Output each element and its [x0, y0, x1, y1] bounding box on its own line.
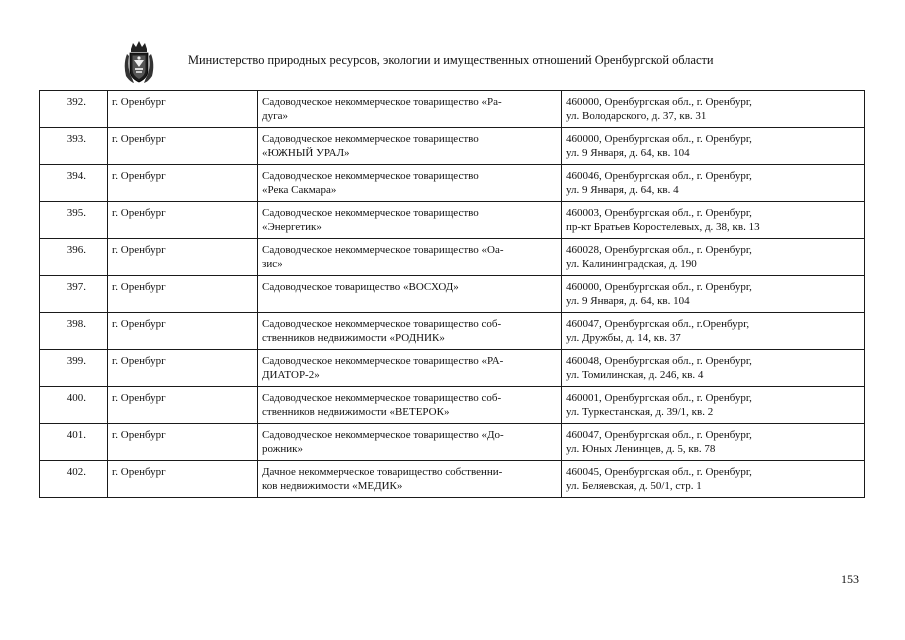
row-number-cell	[40, 387, 108, 424]
organizations-table	[39, 90, 865, 498]
organization-name-cell-line: «ЮЖНЫЙ УРАЛ»	[262, 147, 350, 159]
row-number-cell-line: 402.	[66, 466, 86, 478]
organization-name-cell-line: ственников недвижимости «РОДНИК»	[262, 332, 445, 344]
table-row	[40, 461, 865, 498]
organization-name-cell-line: Садоводческое некоммерческое товарищество «Оа-	[262, 244, 504, 256]
organization-name-cell-line: дуга»	[262, 110, 288, 122]
city-cell-line: г. Оренбург	[112, 355, 166, 367]
row-number-cell	[40, 461, 108, 498]
city-cell	[108, 461, 258, 498]
table-row	[40, 387, 865, 424]
address-cell	[562, 461, 865, 498]
address-cell-line: ул. Туркестанская, д. 39/1, кв. 2	[566, 406, 714, 418]
city-cell-line: г. Оренбург	[112, 466, 166, 478]
organization-name-cell	[258, 313, 562, 350]
city-cell-line: г. Оренбург	[112, 392, 166, 404]
address-cell-line: 460045, Оренбургская обл., г. Оренбург,	[566, 466, 752, 478]
organization-name-cell	[258, 276, 562, 313]
address-cell	[562, 128, 865, 165]
organization-name-cell	[258, 424, 562, 461]
address-cell	[562, 276, 865, 313]
city-cell-line: г. Оренбург	[112, 244, 166, 256]
city-cell	[108, 276, 258, 313]
row-number-cell-line: 401.	[66, 429, 86, 441]
organization-name-cell-line: Садоводческое некоммерческое товарищество соб-	[262, 318, 502, 330]
address-cell-line: 460000, Оренбургская обл., г. Оренбург,	[566, 281, 752, 293]
row-number-cell	[40, 313, 108, 350]
row-number-cell	[40, 91, 108, 128]
organization-name-cell	[258, 128, 562, 165]
address-cell-line: ул. Володарского, д. 37, кв. 31	[566, 110, 707, 122]
table-row	[40, 350, 865, 387]
organization-name-cell-line: «Энергетик»	[262, 221, 322, 233]
address-cell-line: 460047, Оренбургская обл., г.Оренбург,	[566, 318, 750, 330]
address-cell-line: ул. Томилинская, д. 246, кв. 4	[566, 369, 704, 381]
address-cell-line: 460028, Оренбургская обл., г. Оренбург,	[566, 244, 752, 256]
city-cell-line: г. Оренбург	[112, 133, 166, 145]
city-cell-line: г. Оренбург	[112, 318, 166, 330]
address-cell-line: ул. Калининградская, д. 190	[566, 258, 697, 270]
row-number-cell-line: 395.	[66, 207, 86, 219]
organization-name-cell-line: Садоводческое некоммерческое товарищество соб-	[262, 392, 502, 404]
ministry-title: Министерство природных ресурсов, экологии и имущественных отношений Оренбургской области	[188, 53, 714, 67]
row-number-cell-line: 400.	[66, 392, 86, 404]
organization-name-cell-line: Садоводческое товарищество «ВОСХОД»	[262, 281, 459, 293]
address-cell	[562, 202, 865, 239]
organization-name-cell	[258, 350, 562, 387]
address-cell-line: 460000, Оренбургская обл., г. Оренбург,	[566, 96, 752, 108]
city-cell-line: г. Оренбург	[112, 281, 166, 293]
address-cell-line: 460048, Оренбургская обл., г. Оренбург,	[566, 355, 752, 367]
organization-name-cell	[258, 461, 562, 498]
address-cell-line: ул. 9 Января, д. 64, кв. 104	[566, 147, 690, 159]
city-cell	[108, 165, 258, 202]
organization-name-cell-line: Садоводческое некоммерческое товарищество	[262, 207, 479, 219]
row-number-cell-line: 393.	[66, 133, 86, 145]
row-number-cell	[40, 424, 108, 461]
row-number-cell	[40, 128, 108, 165]
city-cell	[108, 350, 258, 387]
row-number-cell	[40, 165, 108, 202]
city-cell-line: г. Оренбург	[112, 96, 166, 108]
table-row	[40, 239, 865, 276]
address-cell-line: ул. Беляевская, д. 50/1, стр. 1	[566, 480, 702, 492]
address-cell-line: 460046, Оренбургская обл., г. Оренбург,	[566, 170, 752, 182]
organization-name-cell-line: Садоводческое некоммерческое товарищество «Ра-	[262, 96, 502, 108]
organization-name-cell-line: Садоводческое некоммерческое товарищество	[262, 170, 479, 182]
row-number-cell-line: 397.	[66, 281, 86, 293]
address-cell-line: 460047, Оренбургская обл., г. Оренбург,	[566, 429, 752, 441]
organization-name-cell	[258, 202, 562, 239]
city-cell	[108, 424, 258, 461]
table-row	[40, 276, 865, 313]
city-cell	[108, 313, 258, 350]
address-cell-line: ул. 9 Января, д. 64, кв. 4	[566, 184, 679, 196]
row-number-cell	[40, 202, 108, 239]
address-cell	[562, 239, 865, 276]
city-cell-line: г. Оренбург	[112, 429, 166, 441]
address-cell	[562, 165, 865, 202]
row-number-cell	[40, 239, 108, 276]
row-number-cell-line: 399.	[66, 355, 86, 367]
organization-name-cell-line: ственников недвижимости «ВЕТЕРОК»	[262, 406, 450, 418]
row-number-cell-line: 394.	[66, 170, 86, 182]
organization-name-cell	[258, 239, 562, 276]
row-number-cell-line: 396.	[66, 244, 86, 256]
city-cell	[108, 239, 258, 276]
address-cell	[562, 387, 865, 424]
row-number-cell	[40, 350, 108, 387]
organization-name-cell-line: Садоводческое некоммерческое товарищество «До-	[262, 429, 504, 441]
organization-name-cell	[258, 91, 562, 128]
organization-name-cell	[258, 165, 562, 202]
organization-name-cell	[258, 387, 562, 424]
organization-name-cell-line: Садоводческое некоммерческое товарищество «РА-	[262, 355, 504, 367]
organization-name-cell-line: ДИАТОР-2»	[262, 369, 320, 381]
address-cell-line: ул. Юных Ленинцев, д. 5, кв. 78	[566, 443, 716, 455]
row-number-cell-line: 392.	[66, 96, 86, 108]
table-body	[40, 91, 865, 498]
table-row	[40, 128, 865, 165]
organization-name-cell-line: Дачное некоммерческое товарищество собственни-	[262, 466, 503, 478]
row-number-cell	[40, 276, 108, 313]
page-header	[122, 40, 862, 86]
address-cell-line: 460001, Оренбургская обл., г. Оренбург,	[566, 392, 752, 404]
organization-name-cell-line: рожник»	[262, 443, 303, 455]
table-row	[40, 202, 865, 239]
table-row	[40, 165, 865, 202]
city-cell	[108, 91, 258, 128]
address-cell	[562, 313, 865, 350]
city-cell-line: г. Оренбург	[112, 207, 166, 219]
table-row	[40, 313, 865, 350]
address-cell-line: пр-кт Братьев Коростелевых, д. 38, кв. 13	[566, 221, 760, 233]
orenburg-coat-of-arms-icon	[122, 40, 156, 86]
table-row	[40, 424, 865, 461]
address-cell-line: 460000, Оренбургская обл., г. Оренбург,	[566, 133, 752, 145]
address-cell-line: ул. 9 Января, д. 64, кв. 104	[566, 295, 690, 307]
address-cell	[562, 424, 865, 461]
city-cell-line: г. Оренбург	[112, 170, 166, 182]
organization-name-cell-line: зис»	[262, 258, 283, 270]
city-cell	[108, 128, 258, 165]
organization-name-cell-line: ков недвижимости «МЕДИК»	[262, 480, 403, 492]
address-cell	[562, 91, 865, 128]
organization-name-cell-line: «Река Сакмара»	[262, 184, 337, 196]
address-cell-line: 460003, Оренбургская обл., г. Оренбург,	[566, 207, 752, 219]
page-number: 153	[841, 572, 859, 586]
address-cell	[562, 350, 865, 387]
city-cell	[108, 202, 258, 239]
city-cell	[108, 387, 258, 424]
address-cell-line: ул. Дружбы, д. 14, кв. 37	[566, 332, 681, 344]
row-number-cell-line: 398.	[66, 318, 86, 330]
table-row	[40, 91, 865, 128]
organization-name-cell-line: Садоводческое некоммерческое товарищество	[262, 133, 479, 145]
